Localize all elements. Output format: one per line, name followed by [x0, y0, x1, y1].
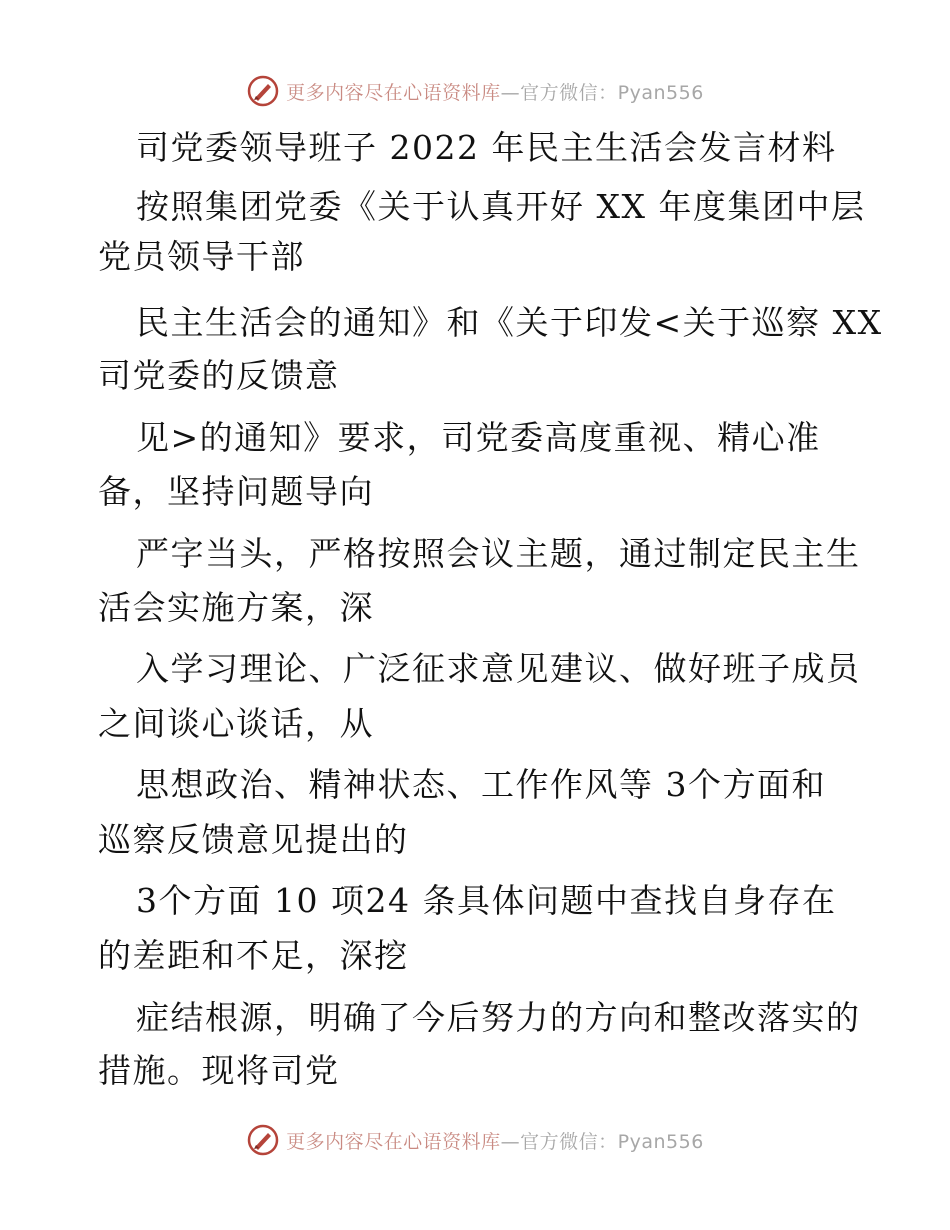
doc-line: 之间谈心谈话，从 [98, 704, 374, 743]
watermark-contact-text: —官方微信：Pyan556 [500, 81, 704, 104]
doc-line: 严字当头，严格按照会议主题，通过制定民主生 [136, 534, 861, 573]
doc-line: 活会实施方案，深 [98, 588, 374, 627]
doc-line: 民主生活会的通知》和《关于印发<关于巡察 XX [136, 303, 883, 342]
pen-circle-logo-icon [246, 74, 280, 108]
doc-line: 措施。现将司党 [98, 1051, 340, 1090]
doc-line: 症结根源，明确了今后努力的方向和整改落实的 [136, 998, 861, 1037]
doc-line: 备，坚持问题导向 [98, 472, 374, 511]
doc-line: 思想政治、精神状态、工作作风等 3个方面和 [136, 765, 826, 804]
doc-line: 见>的通知》要求，司党委高度重视、精心准 [136, 418, 821, 457]
watermark-contact-text: —官方微信：Pyan556 [500, 1130, 704, 1153]
doc-line: 党员领导干部 [98, 237, 305, 276]
watermark-brand-text: 更多内容尽在心语资料库 [286, 1130, 501, 1153]
doc-line: 3个方面 10 项24 条具体问题中查找自身存在 [136, 881, 837, 920]
header-watermark [0, 71, 950, 111]
doc-title-line: 司党委领导班子 2022 年民主生活会发言材料 [136, 128, 837, 167]
footer-watermark [0, 1120, 950, 1160]
doc-line: 司党委的反馈意 [98, 356, 340, 395]
doc-line: 巡察反馈意见提出的 [98, 820, 409, 859]
doc-line: 的差距和不足，深挖 [98, 936, 409, 975]
doc-line: 入学习理论、广泛征求意见建议、做好班子成员 [136, 649, 861, 688]
doc-line: 按照集团党委《关于认真开好 XX 年度集团中层 [136, 187, 866, 226]
watermark-brand-text: 更多内容尽在心语资料库 [286, 81, 501, 104]
pen-circle-logo-icon [246, 1123, 280, 1157]
